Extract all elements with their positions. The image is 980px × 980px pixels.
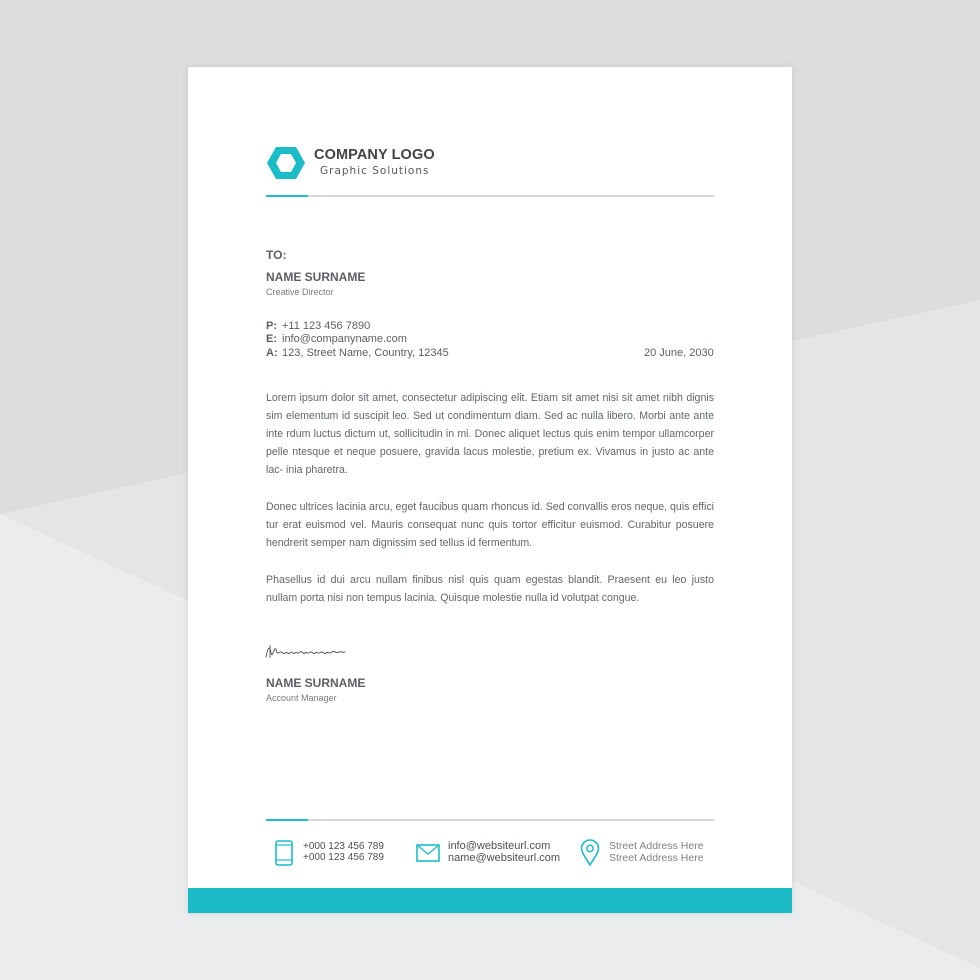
recipient-email: info@companyname.com <box>282 333 407 345</box>
footer-address-1: Street Address Here <box>609 840 704 852</box>
recipient-name: NAME SURNAME <box>266 270 366 284</box>
recipient-phone-line <box>266 320 370 332</box>
address-key: A: <box>266 347 278 359</box>
location-pin-icon <box>580 839 600 867</box>
recipient-role: Creative Director <box>266 287 334 297</box>
body-paragraph-2: Donec ultrices lacinia arcu, eget faucibus quam rhoncus id. Sed convallis eros neque, quis effici tur erat euismod vel. Mauris consequat nunc quis tortor efficitur euismod. Curabitur posuere hendrerit semper nam dignissim sed tellus id fermentum. <box>266 501 714 550</box>
footer-phone-1: +000 123 456 789 <box>303 841 384 852</box>
company-logo-title: COMPANY LOGO <box>314 147 435 163</box>
recipient-address-line <box>266 347 449 359</box>
footer-accent-bar <box>188 888 792 913</box>
footer-phone-2: +000 123 456 789 <box>303 852 384 863</box>
body-paragraph-1: Lorem ipsum dolor sit amet, consectetur adipiscing elit. Etiam sit amet nisi sit amet nibh dignis sim elementum id suscipit leo. Sed ut condimentum diam. Sed ac nulla libero. Morbi ante ante inte rdum luctus dictum ut, sollicitudin in mi. Donec aliquet lectus quis enim tempor ullamcorper pelle ntesque et neque posuere, gravida lacus molestie, pretium ex. Vivamus in justo ac ante lac- inia pharetra. <box>266 392 714 477</box>
footer-divider <box>266 819 714 821</box>
recipient-address: 123, Street Name, Country, 12345 <box>282 347 449 359</box>
mail-icon <box>416 844 440 862</box>
company-logo-subtitle: Graphic Solutions <box>320 165 430 177</box>
letterhead-page <box>188 67 792 913</box>
phone-icon <box>274 840 294 866</box>
hexagon-icon <box>266 145 306 181</box>
phone-key: P: <box>266 320 277 332</box>
email-key: E: <box>266 333 277 345</box>
header-divider <box>266 195 714 197</box>
to-label: TO: <box>266 248 287 262</box>
recipient-email-line <box>266 333 407 345</box>
letter-date: 20 June, 2030 <box>644 347 714 359</box>
body-paragraph-3: Phasellus id dui arcu nullam finibus nisl quis quam egestas blandit. Praesent eu leo justo nullam porta nisi non tempus lacinia. Quisque molestie nulla id volutpat congue. <box>266 574 714 605</box>
recipient-phone: +11 123 456 7890 <box>282 320 371 332</box>
sender-role: Account Manager <box>266 693 337 703</box>
sender-name: NAME SURNAME <box>266 676 366 690</box>
signature-script <box>264 641 348 663</box>
footer-email-2: name@websiteurl.com <box>448 852 561 864</box>
footer-email-1: info@websiteurl.com <box>448 840 551 852</box>
footer-address-2: Street Address Here <box>609 852 704 864</box>
